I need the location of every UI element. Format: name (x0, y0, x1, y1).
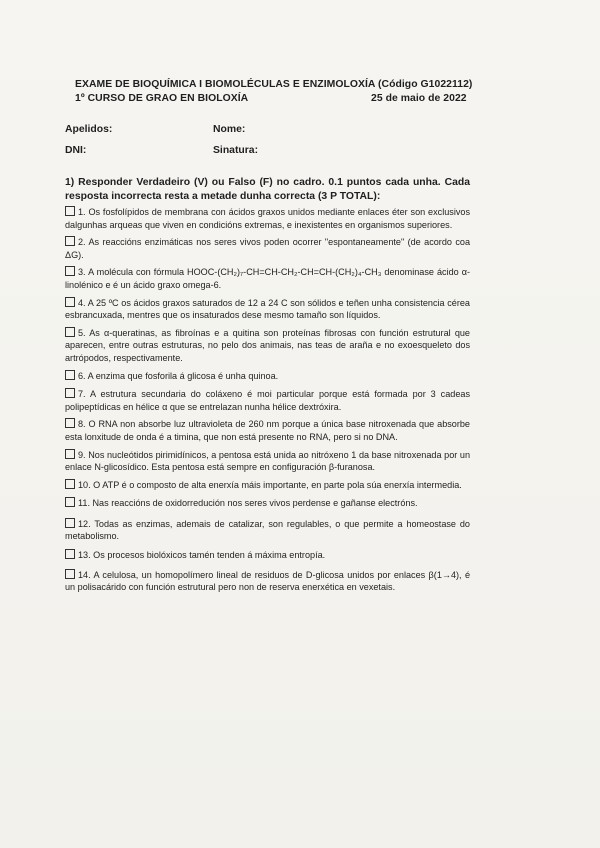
exam-title: EXAME DE BIOQUÍMICA I BIOMOLÉCULAS E ENZIMOLOXÍA (Código G1022112) (75, 79, 473, 90)
question-item (65, 388, 470, 413)
question-item (65, 518, 470, 543)
question-text: 12. Todas as enzimas, ademais de catalizar, son regulables, o que permite a homeostase do metabolismo. (65, 518, 470, 542)
question-item (65, 497, 470, 510)
question-text: 6. A enzima que fosforila á glicosa é unha quinoa. (78, 370, 279, 381)
nome-label: Nome: (213, 124, 246, 135)
question-text: 9. Nos nucleótidos pirimidínicos, a pentosa está unida ao nitróxeno 1 da base nitroxenada por un enlace N-glicosídico. Esta pentosa está sempre en configuración β-furanosa. (65, 449, 470, 473)
answer-checkbox[interactable] (65, 549, 75, 559)
question-text: 13. Os procesos biolóxicos tamén tenden á máxima entropía. (78, 550, 326, 561)
question-item (65, 449, 470, 474)
question-item (65, 569, 470, 594)
question-item (65, 370, 470, 383)
answer-checkbox[interactable] (65, 418, 75, 428)
answer-checkbox[interactable] (65, 569, 75, 579)
sinatura-label: Sinatura: (213, 145, 259, 156)
answer-checkbox[interactable] (65, 497, 75, 507)
question-item (65, 297, 470, 322)
question-text: 3. A molécula con fórmula HOOC-(CH₂)₇-CH=CH-CH₂-CH=CH-(CH₂)₄-CH₃ denominase ácido α-linolénico e é un ácido graxo omega-6. (65, 267, 470, 290)
answer-checkbox[interactable] (65, 518, 75, 528)
question-text: 8. O RNA non absorbe luz ultravioleta de 260 nm porque a única base nitroxenada que absorbe esta lonxitude de onda é a timina, que non está presente no RNA, pero si no DNA. (65, 419, 470, 442)
answer-checkbox[interactable] (65, 327, 75, 337)
question-item (65, 236, 470, 261)
answer-checkbox[interactable] (65, 370, 75, 380)
question-list (65, 206, 470, 594)
question-item (65, 266, 470, 291)
question-text: 2. As reaccións enzimáticas nos seres vivos poden ocorrer "espontaneamente" (de acordo coa ΔG). (65, 237, 470, 260)
question-item (65, 479, 470, 492)
question-text: 1. Os fosfolípidos de membrana con ácidos graxos unidos mediante enlaces éter son exclusivos dalgunhas arqueas que viven en condicións extremas, e inexistentes en organismos superiores. (65, 207, 470, 230)
exam-header (75, 78, 475, 106)
apelidos-label: Apelidos: (65, 124, 113, 135)
question-text: 5. As α-queratinas, as fibroínas e a quitina son proteínas fibrosas con función estrutural que aparecen, entre outras estruturas, no pelo dos animais, nas teas de araña e no exoesqueleto dos artrópodos, respectivamente. (65, 327, 470, 363)
question-text: 4. A 25 ºC os ácidos graxos saturados de 12 a 24 C son sólidos e teñen unha consistencia cérea esbrancuxada, mentres que os insaturados dese mesmo tamaño son líquidos. (65, 297, 470, 321)
field-row-1 (65, 124, 465, 145)
question-item (65, 206, 470, 231)
question-text: 10. O ATP é o composto de alta enerxía máis importante, en parte pola súa enerxía intermedia. (78, 479, 462, 490)
question-text: 7. A estrutura secundaria do coláxeno é moi particular porque está formada por 3 cadeas polipeptídicas en hélice α que se entrelazan nunha hélice dextróxira. (65, 389, 470, 412)
question-item (65, 418, 470, 443)
answer-checkbox[interactable] (65, 236, 75, 246)
question-item (65, 549, 470, 562)
exam-date: 25 de maio de 2022 (371, 93, 467, 104)
question-1-prompt: 1) Responder Verdadeiro (V) ou Falso (F) no cadro. 0.1 puntos cada unha. Cada resposta incorrecta resta a metade dunha correcta (3 P TOTAL): (65, 177, 470, 202)
answer-checkbox[interactable] (65, 479, 75, 489)
field-row-2 (65, 145, 465, 166)
question-text: 11. Nas reaccións de oxidorredución nos seres vivos perdense e gañanse electróns. (78, 498, 418, 509)
answer-checkbox[interactable] (65, 266, 75, 276)
student-fields (65, 124, 465, 166)
answer-checkbox[interactable] (65, 206, 75, 216)
answer-checkbox[interactable] (65, 297, 75, 307)
question-item (65, 327, 470, 365)
answer-checkbox[interactable] (65, 388, 75, 398)
course-line (75, 92, 475, 106)
dni-label: DNI: (65, 145, 87, 156)
answer-checkbox[interactable] (65, 449, 75, 459)
question-text: 14. A celulosa, un homopolímero lineal de residuos de D-glicosa unidos por enlaces β(1→4), é un polisacárido con función estrutural pero non de reserva enerxética en vexetais. (65, 569, 470, 593)
course-name: 1º CURSO DE GRAO EN BIOLOXÍA (75, 93, 249, 104)
